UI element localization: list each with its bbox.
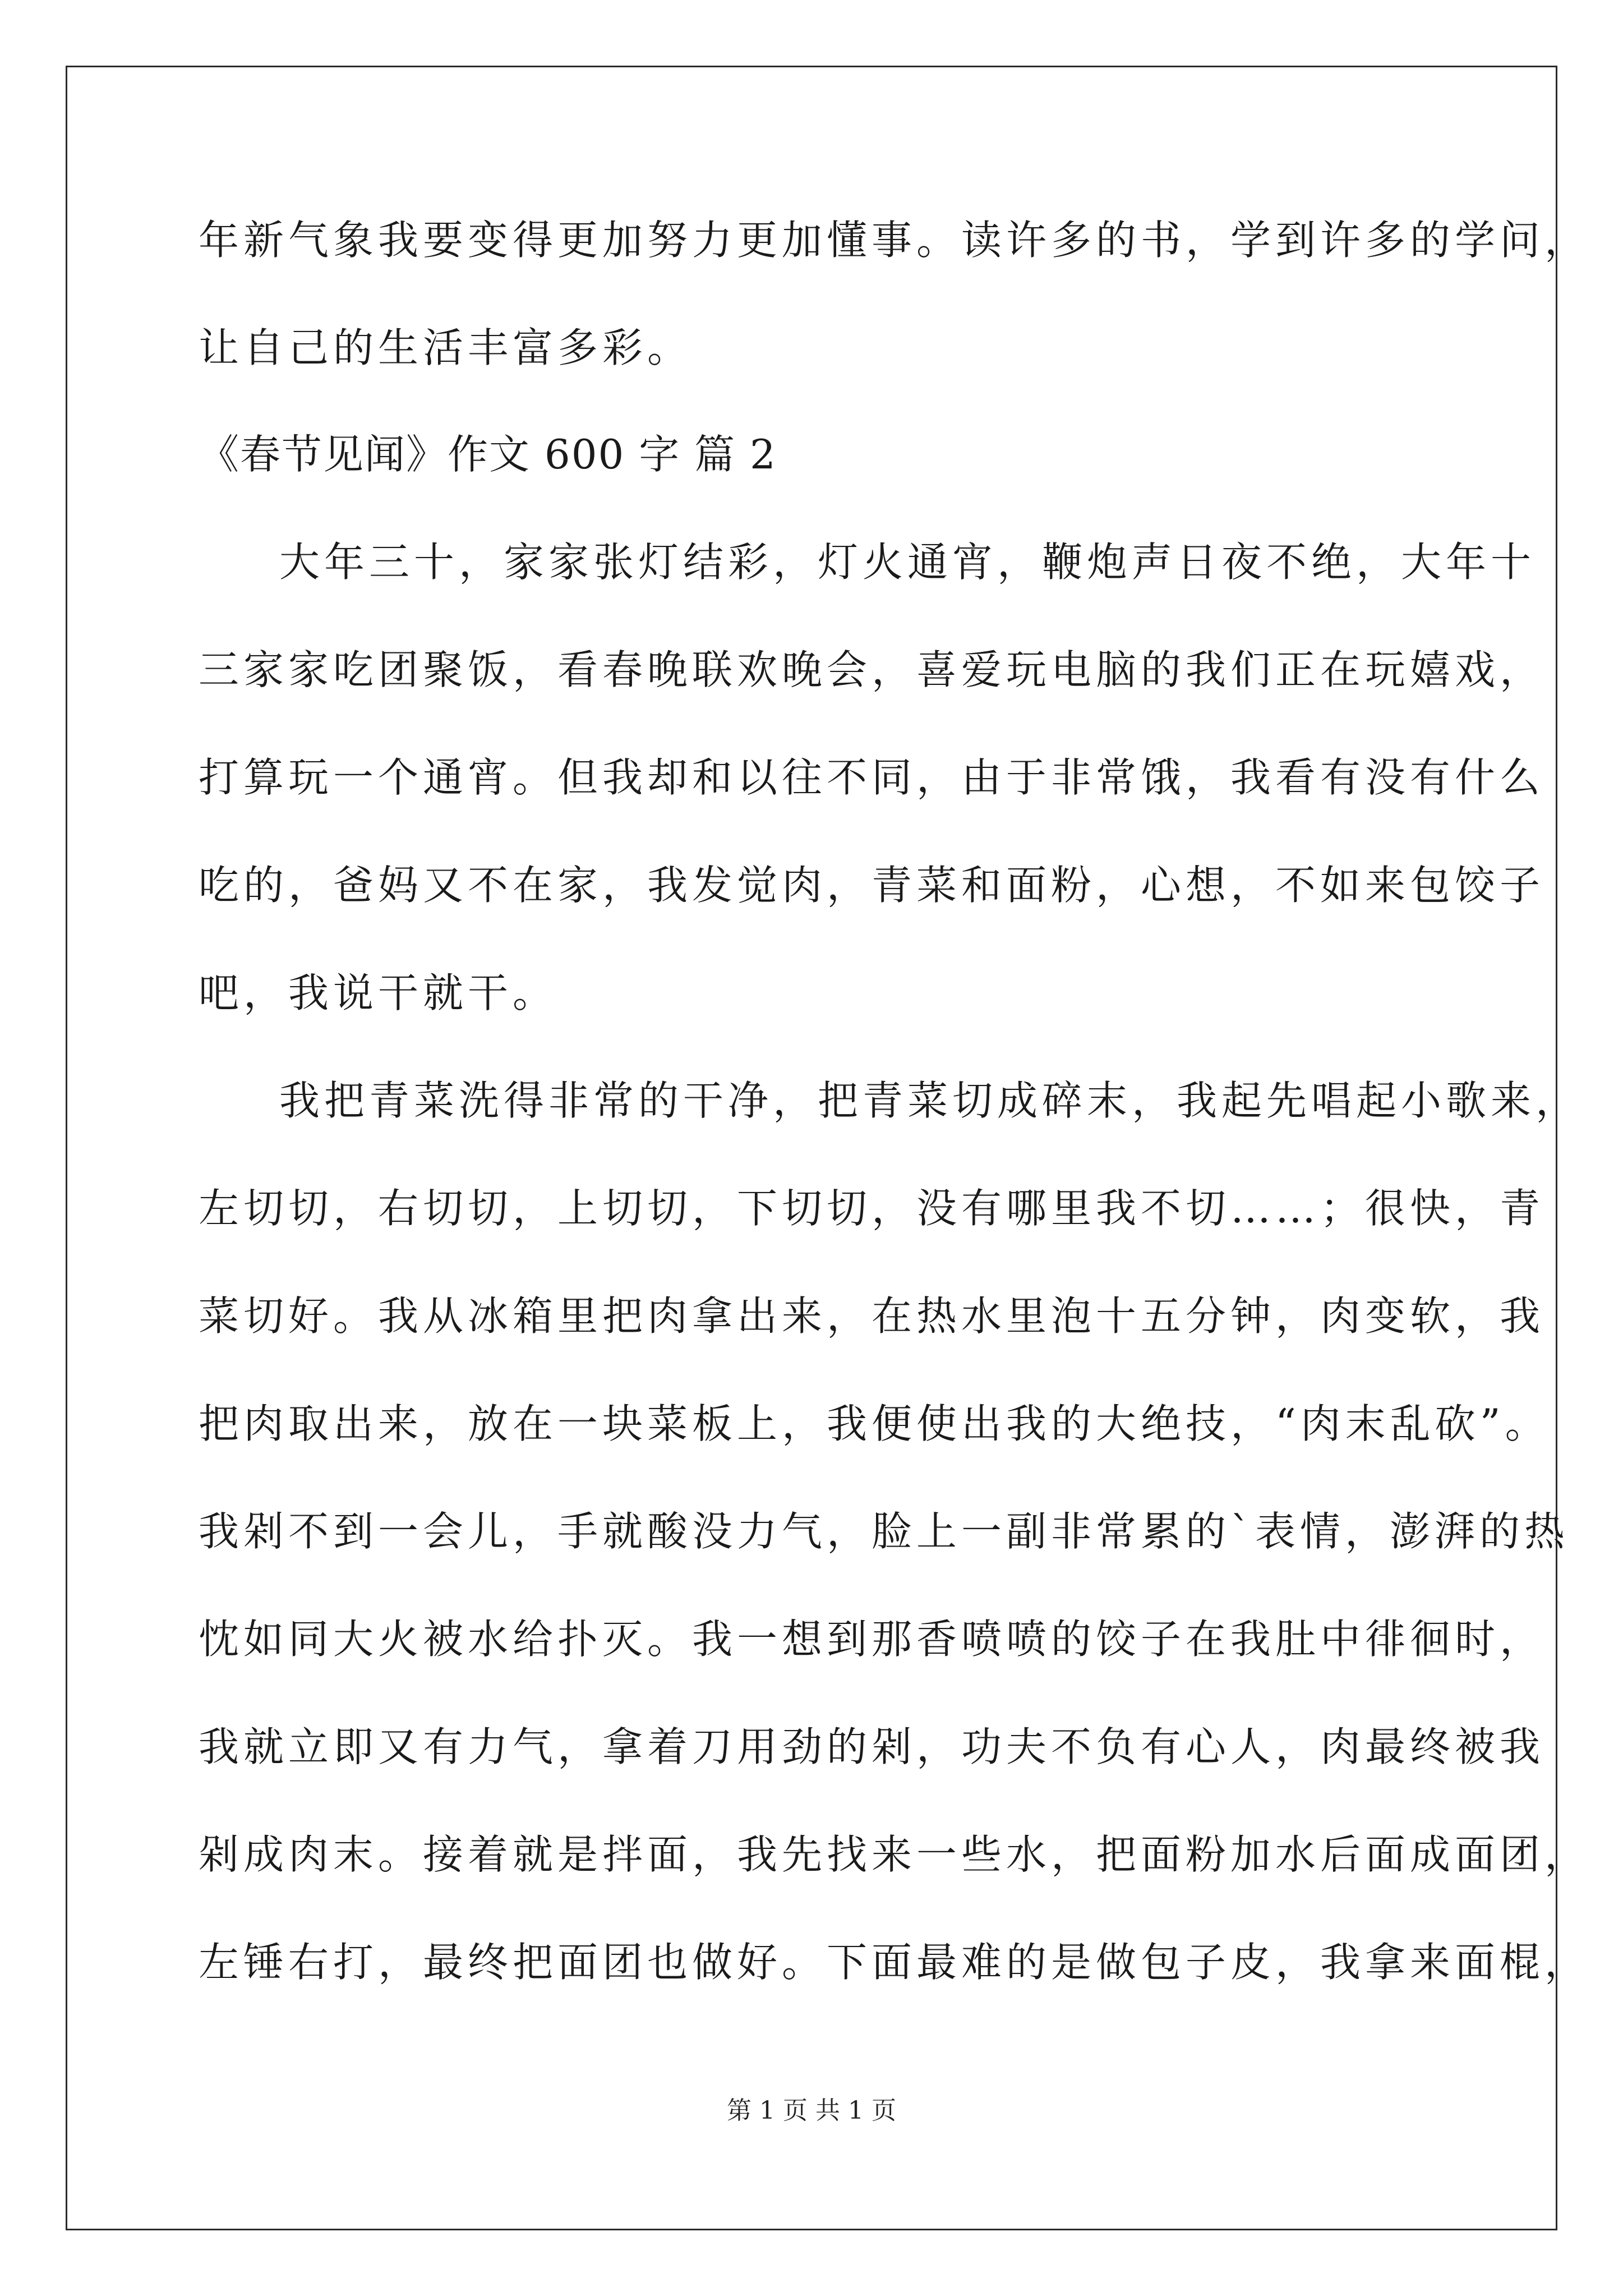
page-border — [66, 66, 1557, 2230]
text-line: 剁成肉末。接着就是拌面，我先找来一些水，把面粉加水后面成面团， — [199, 1831, 1590, 1878]
text-line: 我剁不到一会儿，手就酸没力气，脸上一副非常累的`表情，澎湃的热 — [199, 1508, 1570, 1555]
text-line: 大年三十，家家张灯结彩，灯火通宵，鞭炮声日夜不绝，大年十 — [279, 539, 1536, 586]
text-line: 吧，我说干就干。 — [199, 969, 558, 1016]
text-line: 左切切，右切切，上切切，下切切，没有哪里我不切……；很快，青 — [199, 1185, 1545, 1232]
text-line: 左锤右打，最终把面团也做好。下面最难的是做包子皮，我拿来面棍， — [199, 1939, 1590, 1986]
text-line: 把肉取出来，放在一块菜板上，我便使出我的大绝技，“肉末乱砍”。 — [199, 1400, 1550, 1447]
section-heading: 《春节见闻》作文 600 字 篇 2 — [199, 431, 777, 478]
text-line: 我把青菜洗得非常的干净，把青菜切成碎末，我起先唱起小歌来， — [279, 1077, 1581, 1124]
text-line: 打算玩一个通宵。但我却和以往不同，由于非常饿，我看有没有什么 — [199, 754, 1545, 801]
page-footer: 第 1 页 共 1 页 — [727, 2096, 896, 2125]
text-line: 忱如同大火被水给扑灭。我一想到那香喷喷的饺子在我肚中徘徊时， — [199, 1616, 1545, 1663]
text-line: 让自己的生活丰富多彩。 — [199, 324, 693, 371]
text-line: 我就立即又有力气，拿着刀用劲的剁，功夫不负有心人，肉最终被我 — [199, 1723, 1545, 1770]
text-line: 菜切好。我从冰箱里把肉拿出来，在热水里泡十五分钟，肉变软，我 — [199, 1292, 1545, 1340]
text-line: 三家家吃团聚饭，看春晚联欢晚会，喜爱玩电脑的我们正在玩嬉戏， — [199, 646, 1545, 693]
text-line: 年新气象我要变得更加努力更加懂事。读许多的书，学到许多的学问， — [199, 217, 1590, 264]
text-line: 吃的，爸妈又不在家，我发觉肉，青菜和面粉，心想，不如来包饺子 — [199, 862, 1545, 909]
